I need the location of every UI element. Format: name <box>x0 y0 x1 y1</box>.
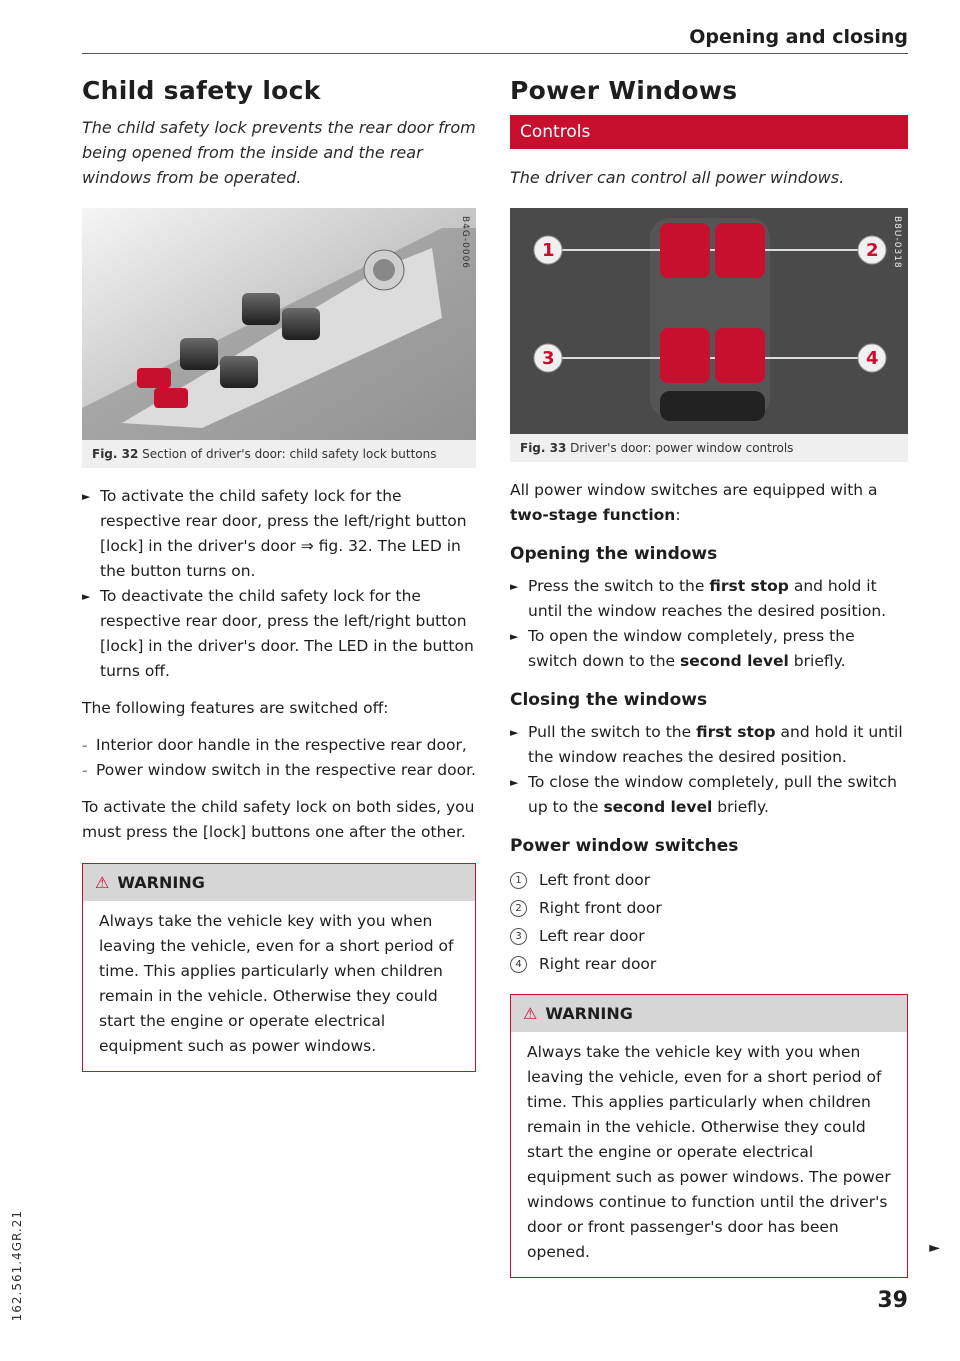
list-item: 4 Right rear door <box>510 950 908 978</box>
power-window-warning: ⚠ WARNING Always take the vehicle key with you when leaving the vehicle, even for a short period of time. This applies particularly when children remain in the vehicle. Otherwise they could start the engine or operate electrical equipment such as power windows. The power windows continue to function until the driver's door or front passenger's door has been opened. <box>510 994 908 1278</box>
warning-text: Always take the vehicle key with you when leaving the vehicle, even for a short period of time. This applies particularly when children remain in the vehicle. Otherwise they could start the engine or operate electrical equipment such as power windows. The power windows continue to function until the driver's door or front passenger's door has been opened. <box>527 1043 891 1261</box>
both-sides-text: To activate the child safety lock on both sides, you must press the [lock] buttons one after the other. <box>82 798 475 841</box>
page-number: 39 <box>877 1288 908 1313</box>
warning-triangle-icon: ⚠ <box>95 873 110 892</box>
list-item: ► To activate the child safety lock for the respective rear door, press the left/right button [lock] in the driver's door ⇒ fig. 32. The LED in the button turns on. <box>82 484 476 584</box>
figure-32-caption <box>82 440 476 468</box>
warning-text: Always take the vehicle key with you when leaving the vehicle, even for a short period of time. This applies particularly when children remain in the vehicle. Otherwise they could start the engine or operate electrical equipment such as power windows. <box>99 912 454 1055</box>
list-item: 1 Left front door <box>510 866 908 894</box>
activation-steps <box>82 484 476 684</box>
switches-list <box>510 866 908 978</box>
controls-band: Controls <box>510 115 908 149</box>
opening-heading: Opening the windows <box>510 544 718 564</box>
bullet-arrow-icon: ► <box>510 776 519 789</box>
list-item: ► To open the window completely, press the switch down to the second level briefly. <box>510 624 908 674</box>
callout-4: 4 <box>866 348 879 369</box>
door-panel-illustration <box>82 208 476 440</box>
list-item: 3 Left rear door <box>510 922 908 950</box>
bullet-arrow-icon: ► <box>510 726 519 739</box>
features-list <box>82 733 476 783</box>
caption-text: Driver's door: power window controls <box>570 441 794 455</box>
window-controls-illustration <box>510 208 908 434</box>
child-lock-intro: The child safety lock prevents the rear door from being opened from the inside and the rear windows from be operated. <box>82 118 476 187</box>
switches-heading: Power window switches <box>510 836 739 856</box>
two-stage-text: All power window switches are equipped with a two-stage function: <box>510 481 878 524</box>
power-windows-title: Power Windows <box>510 76 738 105</box>
figure-code: B4G-0006 <box>460 216 470 270</box>
figure-33 <box>510 208 908 434</box>
right-column <box>510 64 908 1278</box>
child-lock-title: Child safety lock <box>82 76 321 105</box>
bullet-arrow-icon: ► <box>82 490 91 503</box>
header-rule <box>82 53 908 54</box>
bullet-arrow-icon: ► <box>510 580 519 593</box>
bullet-arrow-icon: ► <box>510 630 519 643</box>
figure-33-caption <box>510 434 908 462</box>
closing-steps <box>510 720 908 820</box>
list-item: 2 Right front door <box>510 894 908 922</box>
list-item: ► To close the window completely, pull the switch up to the second level briefly. <box>510 770 908 820</box>
list-item: – Interior door handle in the respective rear door, <box>82 736 467 754</box>
list-item: – Power window switch in the respective rear door. <box>82 761 476 779</box>
list-item: ► Pull the switch to the first stop and hold it until the window reaches the desired position. <box>510 720 908 770</box>
callout-2: 2 <box>866 240 879 261</box>
mirror-adjust-knob-icon <box>364 250 404 290</box>
warning-triangle-icon: ⚠ <box>523 1004 538 1023</box>
child-lock-warning: ⚠ WARNING Always take the vehicle key with you when leaving the vehicle, even for a short period of time. This applies particularly when children remain in the vehicle. Otherwise they could start the engine or operate electrical equipment such as power windows. <box>82 863 476 1072</box>
figure-32 <box>82 208 476 440</box>
list-item: ► To deactivate the child safety lock for the respective rear door, press the left/right button [lock] in the driver's door. The LED in the button turns off. <box>82 584 476 684</box>
caption-text: Section of driver's door: child safety lock buttons <box>142 447 437 461</box>
callout-1: 1 <box>542 240 555 261</box>
list-item: ► Press the switch to the first stop and hold it until the window reaches the desired position. <box>510 574 908 624</box>
bullet-arrow-icon: ► <box>82 590 91 603</box>
closing-heading: Closing the windows <box>510 690 708 710</box>
left-column <box>82 64 476 1072</box>
margin-code: 162.561.4GR.21 <box>10 1209 24 1321</box>
figure-code: B8U-0318 <box>892 216 902 269</box>
caption-number: Fig. 33 <box>520 441 567 455</box>
opening-steps <box>510 574 908 674</box>
features-off-text: The following features are switched off: <box>82 699 389 717</box>
callout-3: 3 <box>542 348 555 369</box>
controls-intro: The driver can control all power windows. <box>510 168 845 187</box>
header-section-title: Opening and closing <box>689 26 908 48</box>
continue-arrow-icon: ► <box>929 1240 940 1256</box>
caption-number: Fig. 32 <box>92 447 139 461</box>
